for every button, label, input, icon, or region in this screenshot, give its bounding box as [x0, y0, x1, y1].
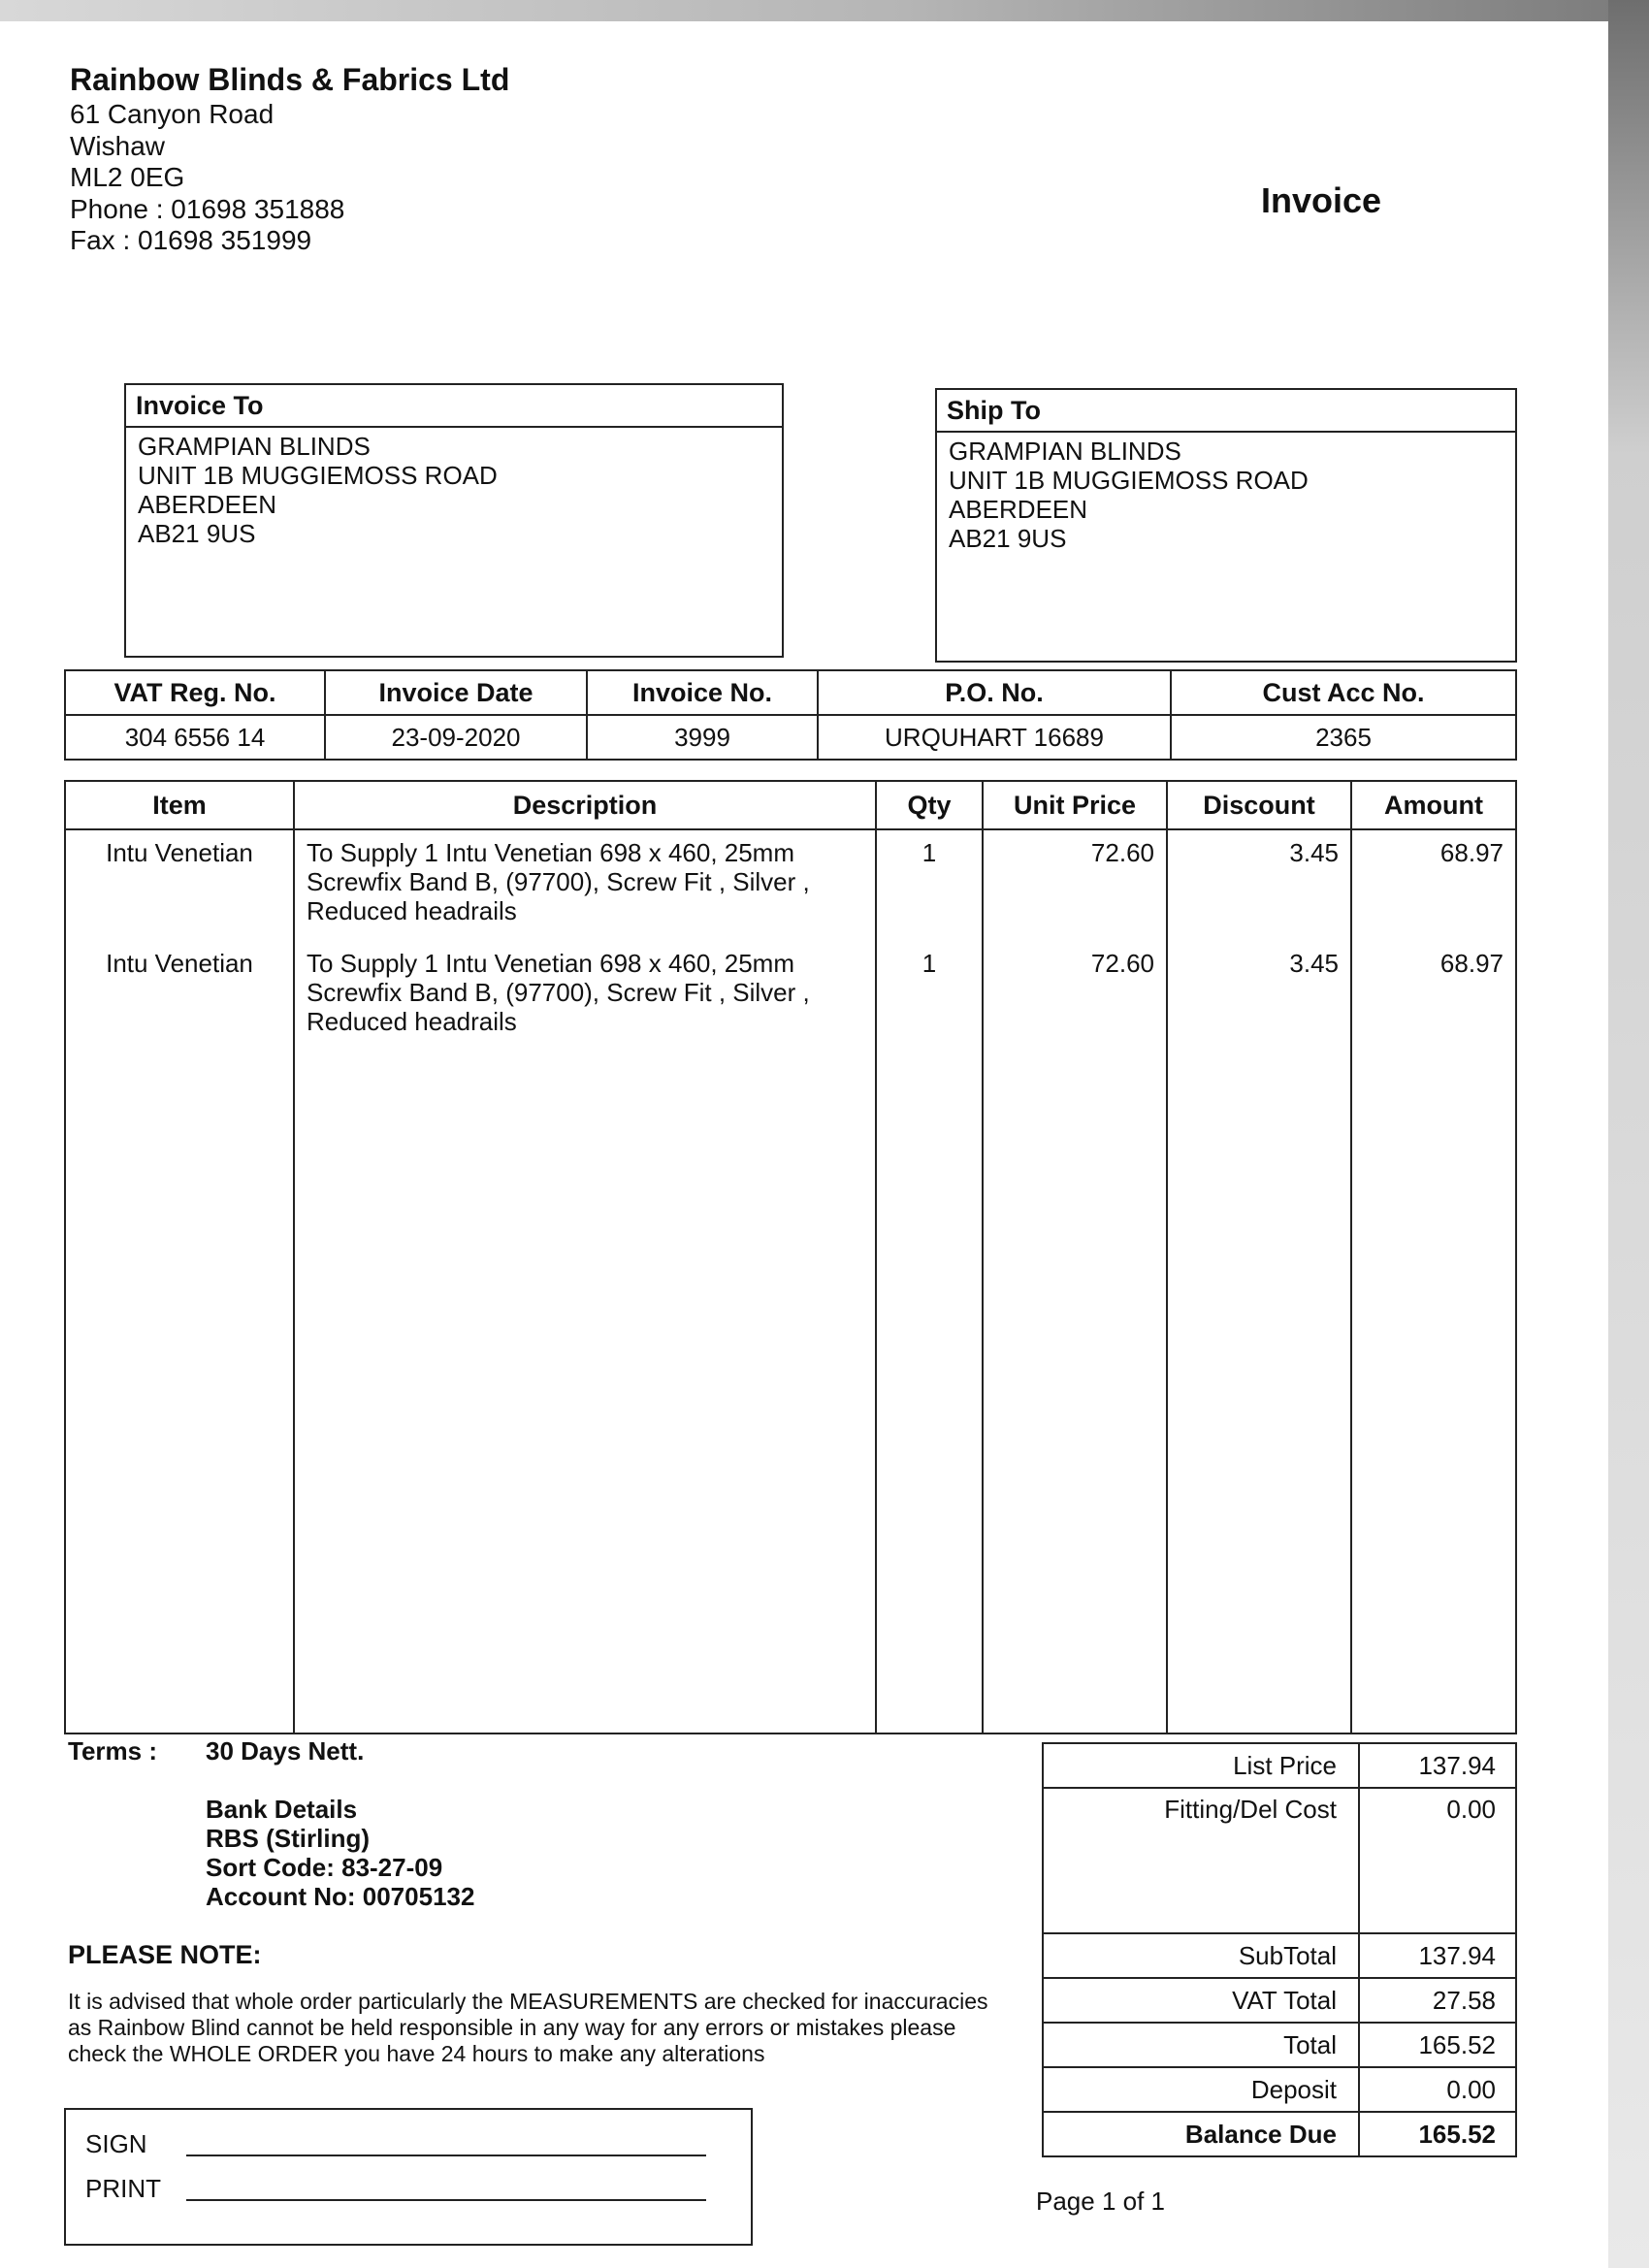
company-address-line: 61 Canyon Road [70, 99, 275, 129]
address-line: GRAMPIAN BLINDS [949, 437, 1181, 466]
invoice-date: 23-09-2020 [325, 715, 587, 760]
total-value: 165.52 [1359, 2023, 1516, 2067]
address-line: ABERDEEN [949, 495, 1088, 524]
address-line: UNIT 1B MUGGIEMOSS ROAD [949, 466, 1309, 495]
address-line: ABERDEEN [138, 490, 277, 519]
item-description [294, 941, 876, 1052]
company-phone: Phone : 01698 351888 [70, 193, 345, 224]
vat-total-label: VAT Total [1043, 1978, 1359, 2023]
col-header-item: Item [65, 781, 294, 829]
item-name: Intu Venetian [65, 829, 294, 941]
po-number: URQUHART 16689 [818, 715, 1171, 760]
bank-details [206, 1795, 474, 1911]
item-discount: 3.45 [1167, 941, 1351, 1052]
meta-header-date: Invoice Date [325, 670, 587, 715]
bank-name: RBS (Stirling) [206, 1824, 370, 1853]
item-name: Intu Venetian [65, 941, 294, 1052]
meta-header-vat: VAT Reg. No. [65, 670, 325, 715]
note-text: It is advised that whole order particularly the MEASUREMENTS are checked for inaccuracies as Rainbow Blind cannot be held responsible in any way for any errors or mistakes please check the WHOLE ORDER you have 24 hours to make any alterations [68, 1989, 988, 2066]
account-number: Account No: 00705132 [206, 1882, 475, 1911]
document-title: Invoice [1261, 180, 1382, 220]
ship-to-heading: Ship To [937, 390, 1515, 433]
scan-edge-right [1608, 0, 1649, 2268]
note-title: PLEASE NOTE: [68, 1940, 262, 1969]
print-label: PRINT [85, 2174, 161, 2203]
items-header-row [65, 781, 1516, 829]
balance-due-value: 165.52 [1359, 2112, 1516, 2156]
item-qty: 1 [876, 829, 983, 941]
totals-row [1043, 1978, 1516, 2023]
print-line [186, 2199, 706, 2201]
description-line: Screwfix Band B, (97700), Screw Fit , Silver , [307, 867, 810, 896]
meta-header-invoice-no: Invoice No. [587, 670, 818, 715]
company-name: Rainbow Blinds & Fabrics Ltd [70, 62, 510, 97]
sort-code: Sort Code: 83-27-09 [206, 1853, 443, 1882]
vat-reg-no: 304 6556 14 [65, 715, 325, 760]
page-number: Page 1 of 1 [1036, 2187, 1165, 2216]
company-address-line: Wishaw [70, 130, 166, 161]
invoice-to-address [126, 428, 782, 552]
totals-row [1043, 2067, 1516, 2112]
company-address-line: ML2 0EG [70, 162, 185, 192]
subtotal-value: 137.94 [1359, 1933, 1516, 1978]
description-line: To Supply 1 Intu Venetian 698 x 460, 25mm [307, 838, 795, 867]
totals-row [1043, 1743, 1516, 1788]
invoice-to-box [124, 383, 784, 658]
description-line: Reduced headrails [307, 1007, 517, 1036]
totals-row [1043, 2112, 1516, 2156]
description-line: To Supply 1 Intu Venetian 698 x 460, 25mm [307, 949, 795, 978]
meta-header-account: Cust Acc No. [1171, 670, 1516, 715]
line-items-table [64, 780, 1517, 1734]
col-header-discount: Discount [1167, 781, 1351, 829]
item-amount: 68.97 [1351, 941, 1516, 1052]
table-filler-row [65, 1052, 1516, 1733]
fitting-cost-value: 0.00 [1359, 1788, 1516, 1933]
col-header-qty: Qty [876, 781, 983, 829]
subtotal-label: SubTotal [1043, 1933, 1359, 1978]
fitting-cost-label: Fitting/Del Cost [1043, 1788, 1359, 1933]
deposit-value: 0.00 [1359, 2067, 1516, 2112]
deposit-label: Deposit [1043, 2067, 1359, 2112]
item-description [294, 829, 876, 941]
sign-line [186, 2155, 706, 2156]
totals-table [1042, 1742, 1517, 2157]
meta-header-po: P.O. No. [818, 670, 1171, 715]
terms-label: Terms : [68, 1736, 157, 1766]
signature-box [64, 2108, 753, 2246]
description-line: Reduced headrails [307, 896, 517, 925]
address-line: AB21 9US [138, 519, 256, 548]
invoice-number: 3999 [587, 715, 818, 760]
company-details [70, 60, 509, 257]
sign-label: SIGN [85, 2129, 147, 2158]
bank-heading: Bank Details [206, 1795, 358, 1824]
company-fax: Fax : 01698 351999 [70, 225, 312, 255]
col-header-description: Description [294, 781, 876, 829]
totals-row [1043, 1788, 1516, 1933]
customer-account-number: 2365 [1171, 715, 1516, 760]
table-row [65, 829, 1516, 941]
meta-value-row [65, 715, 1516, 760]
item-amount: 68.97 [1351, 829, 1516, 941]
list-price-label: List Price [1043, 1743, 1359, 1788]
total-label: Total [1043, 2023, 1359, 2067]
meta-header-row [65, 670, 1516, 715]
ship-to-address [937, 433, 1515, 557]
terms-value: 30 Days Nett. [206, 1736, 365, 1766]
col-header-amount: Amount [1351, 781, 1516, 829]
address-line: AB21 9US [949, 524, 1067, 553]
address-line: GRAMPIAN BLINDS [138, 432, 371, 461]
col-header-unit-price: Unit Price [983, 781, 1167, 829]
table-row [65, 941, 1516, 1052]
totals-row [1043, 2023, 1516, 2067]
vat-total-value: 27.58 [1359, 1978, 1516, 2023]
address-line: UNIT 1B MUGGIEMOSS ROAD [138, 461, 498, 490]
balance-due-label: Balance Due [1043, 2112, 1359, 2156]
invoice-meta-table [64, 669, 1517, 761]
item-discount: 3.45 [1167, 829, 1351, 941]
item-qty: 1 [876, 941, 983, 1052]
totals-row [1043, 1933, 1516, 1978]
scan-edge-top [0, 0, 1649, 21]
invoice-to-heading: Invoice To [126, 385, 782, 428]
description-line: Screwfix Band B, (97700), Screw Fit , Silver , [307, 978, 810, 1007]
item-unit-price: 72.60 [983, 829, 1167, 941]
list-price-value: 137.94 [1359, 1743, 1516, 1788]
ship-to-box [935, 388, 1517, 663]
item-unit-price: 72.60 [983, 941, 1167, 1052]
